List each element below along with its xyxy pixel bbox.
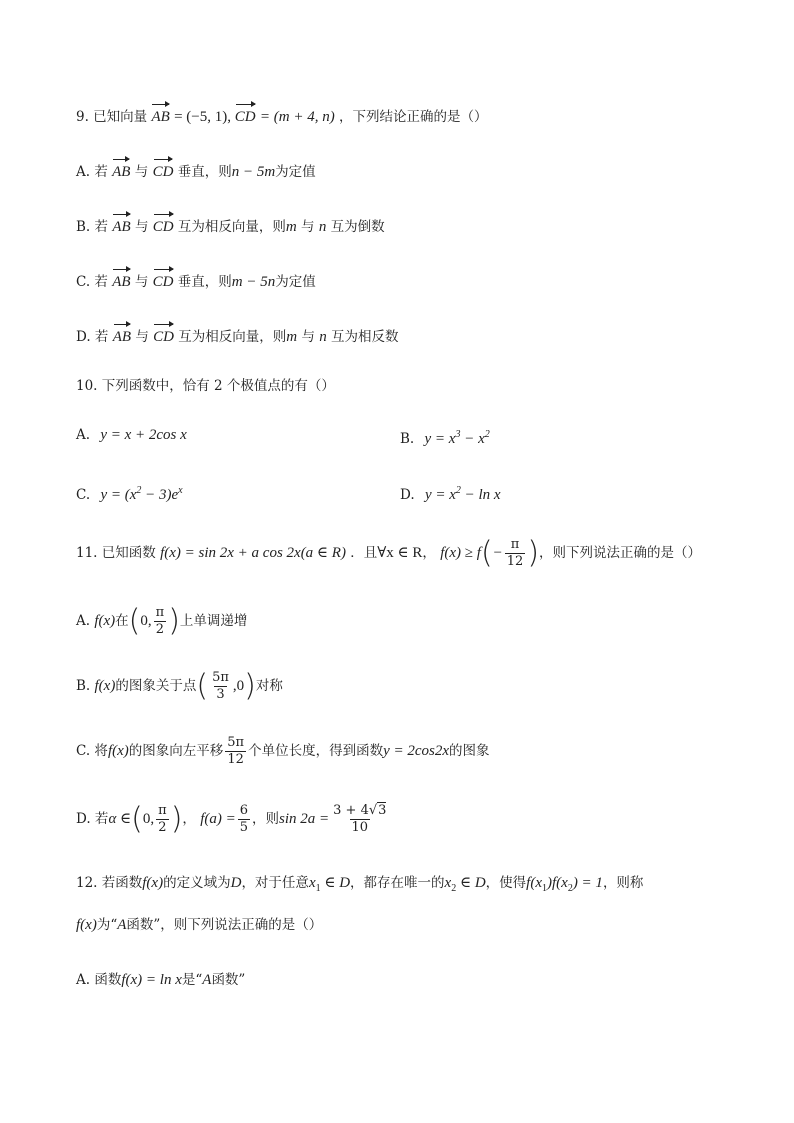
fraction — [238, 803, 250, 836]
option-label: B. 若 — [76, 219, 109, 235]
exponent: 3 — [455, 429, 461, 440]
option-text: 的图象 — [449, 743, 490, 759]
q10-option-d — [400, 480, 501, 502]
var-m: m — [285, 219, 297, 235]
q12-stem-line1 — [76, 872, 643, 894]
option-text: 在 — [115, 613, 129, 629]
sin-2a: sin 2a = — [279, 811, 330, 827]
vector-ab: AB — [151, 106, 169, 128]
option-label: D. — [400, 487, 415, 503]
frac-den: 2 — [158, 820, 167, 835]
option-text: 垂直，则 — [177, 274, 232, 290]
fraction — [331, 803, 388, 836]
expr-part: y = x — [424, 487, 456, 503]
function-def: f(x) = sin 2x + a cos 2x(a ∈ R) — [160, 545, 346, 561]
stem-text: 函数”，则下列说法正确的是（） — [126, 917, 323, 933]
option-text: 对称 — [255, 678, 283, 694]
left-paren: ( — [128, 603, 141, 639]
option-text: 的图象向左平移 — [128, 743, 224, 759]
left-paren: ( — [196, 668, 209, 704]
q9-option-b — [76, 216, 385, 238]
stem-text: ．且 — [350, 545, 378, 561]
frac-den: 12 — [227, 752, 244, 767]
q9-stem — [76, 106, 488, 128]
option-expression: n − 5m — [231, 164, 276, 180]
function-fx: f(x) — [142, 875, 164, 891]
frac-num: π — [510, 537, 520, 552]
product-expr — [526, 875, 603, 894]
function-fx: f(x) = ln x — [121, 972, 182, 988]
expr-part: − x — [460, 431, 485, 447]
option-text: 函数” — [211, 972, 246, 988]
expr-part: − 3)e — [141, 487, 179, 503]
frac-num: π — [155, 605, 165, 620]
q11-option-d — [76, 797, 390, 841]
vector-cd: CD — [153, 271, 174, 293]
option-expression: y = x + 2cos x — [100, 427, 187, 443]
fraction — [156, 803, 169, 836]
q9-eq1: = (−5, 1), — [174, 109, 235, 125]
stem-text: 11. 已知函数 — [76, 545, 156, 561]
expr-part: y = (x — [100, 487, 137, 503]
option-expression — [425, 431, 490, 447]
option-text: 垂直，则 — [177, 164, 232, 180]
var-m: m — [286, 329, 298, 345]
q10-stem: 10. 下列函数中，恰有 2 个极值点的有（） — [76, 378, 335, 394]
option-text: 个单位长度，得到函数 — [248, 743, 384, 759]
q11-option-c — [76, 731, 490, 771]
option-text: 互为相反数 — [331, 329, 399, 345]
option-label: A. 函数 — [76, 972, 122, 988]
fraction — [225, 735, 246, 768]
var-a: A — [117, 917, 127, 933]
frac-num: π — [158, 803, 167, 818]
vector-cd: CD — [235, 106, 256, 128]
option-label: A. — [76, 613, 91, 629]
vector-ab: AB — [112, 271, 130, 293]
f-of-a: f(a) = — [200, 811, 236, 827]
in-d: ∈ D — [320, 875, 351, 891]
option-expression: m − 5n — [231, 274, 276, 290]
var-x: x — [444, 875, 452, 891]
x1-in-d — [308, 875, 351, 894]
interval-start: 0, — [142, 811, 155, 827]
q11-option-a — [76, 601, 247, 641]
option-label: D. 若 — [76, 811, 109, 827]
q10-option-a — [76, 424, 187, 446]
option-text: 互为倒数 — [330, 219, 385, 235]
q9-option-d — [76, 326, 399, 348]
stem-text: ，则下列说法正确的是（） — [539, 545, 702, 561]
option-expression — [425, 487, 501, 503]
q9-eq2: = (m + 4, n) — [259, 109, 335, 125]
left-paren: ( — [480, 535, 493, 571]
option-label: C. — [76, 487, 91, 503]
frac-num: 3 + 4√3 — [333, 803, 387, 818]
stem-text: 的定义域为 — [163, 875, 231, 891]
stem-text: ，都存在唯一的 — [350, 875, 445, 891]
option-text: ， — [182, 811, 196, 827]
left-paren: ( — [131, 801, 143, 837]
exponent: x — [178, 485, 183, 496]
right-paren: ) — [168, 603, 180, 639]
function-fx: f(x) — [94, 678, 116, 694]
subscript: 1 — [315, 883, 321, 894]
frac-den: 12 — [506, 554, 524, 569]
interval-start: 0, — [140, 613, 152, 629]
right-paren: ) — [170, 801, 183, 837]
option-text: 为定值 — [275, 274, 316, 290]
option-label: C. 将 — [76, 743, 108, 759]
frac-den: 2 — [155, 622, 165, 637]
option-label: A. 若 — [76, 164, 108, 180]
inequality: f(x) ≥ f — [440, 545, 481, 561]
option-text: 与 — [134, 274, 149, 290]
option-text: ，则 — [252, 811, 280, 827]
expr-part: f(x — [526, 875, 542, 891]
option-label: A. — [76, 427, 91, 443]
option-label: B. — [76, 678, 91, 694]
in-d: ∈ D — [456, 875, 486, 891]
subscript: 2 — [567, 883, 573, 894]
stem-text: ，使得 — [485, 875, 527, 891]
subscript: 1 — [541, 883, 547, 894]
frac-num: 5π — [227, 735, 245, 750]
frac-num: 5π — [212, 670, 229, 685]
right-paren: ) — [527, 535, 540, 571]
q9-option-a — [76, 161, 316, 183]
frac-den: 5 — [239, 820, 249, 835]
expr-part: )f(x — [546, 875, 568, 891]
vector-ab: AB — [112, 216, 130, 238]
exponent: 2 — [484, 429, 490, 440]
num-part: 3 + 4 — [333, 803, 369, 818]
var-a: A — [202, 972, 212, 988]
fraction — [210, 670, 231, 703]
option-text: 的图象关于点 — [115, 678, 197, 694]
stem-text: ，对于任意 — [241, 875, 309, 891]
q9-stem-suffix: ，下列结论正确的是（） — [339, 109, 488, 125]
var-x: x — [308, 875, 316, 891]
right-paren: ) — [244, 668, 256, 704]
vector-ab: AB — [112, 161, 130, 183]
q9-option-c — [76, 271, 316, 293]
function-fx: f(x) — [76, 917, 97, 933]
q12-option-a — [76, 969, 245, 991]
exponent: 2 — [455, 485, 461, 496]
q11-stem — [76, 533, 701, 573]
function-g: y = 2cos2x — [383, 743, 450, 759]
exponent: 2 — [136, 485, 142, 496]
vector-ab: AB — [113, 326, 131, 348]
option-label: B. — [400, 431, 415, 447]
q10-option-b — [400, 424, 490, 446]
frac-num: 6 — [239, 803, 249, 818]
expr-part: y = x — [424, 431, 456, 447]
var-n: n — [319, 329, 327, 345]
option-text: 与 — [134, 219, 149, 235]
radicand: 3 — [378, 803, 387, 818]
function-fx: f(x) — [94, 613, 116, 629]
option-text: 与 — [134, 164, 149, 180]
fraction — [505, 537, 526, 570]
option-text: 是“ — [181, 972, 203, 988]
option-text: 与 — [301, 329, 315, 345]
var-n: n — [318, 219, 327, 235]
minus-sign: − — [492, 545, 503, 561]
option-label: D. 若 — [76, 329, 109, 345]
domain-d: D — [230, 875, 242, 891]
q11-option-b — [76, 666, 283, 706]
stem-text: ， — [422, 545, 436, 561]
stem-text: ，则称 — [602, 875, 644, 891]
option-text: 为定值 — [275, 164, 316, 180]
forall-clause: ∀x ∈ R — [377, 545, 423, 561]
stem-text: 12. 若函数 — [76, 875, 143, 891]
vector-cd: CD — [153, 161, 174, 183]
interval-end: ,0 — [232, 678, 245, 694]
alpha-in: α ∈ — [108, 811, 132, 827]
option-text: 上单调递增 — [179, 613, 248, 629]
frac-den: 3 — [216, 687, 225, 702]
option-text: 与 — [301, 219, 315, 235]
expr-part: − ln x — [460, 487, 501, 503]
q9-stem-prefix: 9. 已知向量 — [76, 109, 148, 125]
vector-cd: CD — [153, 326, 174, 348]
q10-option-c — [76, 480, 183, 502]
subscript: 2 — [451, 883, 457, 894]
option-text: 互为相反向量，则 — [178, 329, 287, 345]
frac-den: 10 — [351, 820, 369, 835]
option-text: 互为相反向量，则 — [177, 219, 286, 235]
option-label: C. 若 — [76, 274, 108, 290]
vector-cd: CD — [153, 216, 174, 238]
expr-part: ) = 1 — [572, 875, 603, 891]
stem-text: 为“ — [96, 917, 118, 933]
function-fx: f(x) — [107, 743, 129, 759]
option-expression — [100, 487, 182, 503]
x2-in-d — [444, 875, 486, 894]
option-text: 与 — [135, 329, 149, 345]
q12-stem-line2 — [76, 914, 322, 936]
fraction — [154, 605, 167, 638]
